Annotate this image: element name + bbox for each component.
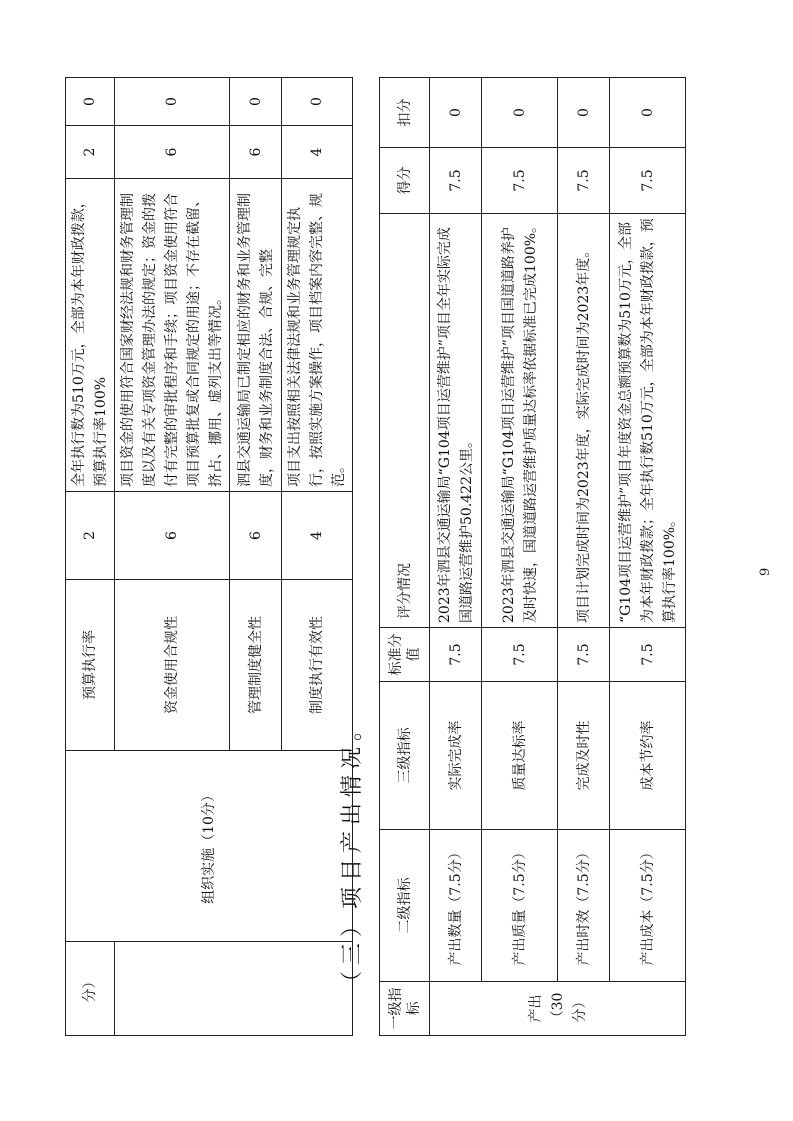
standard-cell: 7.5 bbox=[558, 628, 610, 682]
output-indicator-table bbox=[379, 77, 686, 1036]
standard-cell: 7.5 bbox=[610, 628, 686, 682]
table-row bbox=[558, 78, 610, 1036]
indicator-cell: 资金使用合规性 bbox=[115, 580, 230, 751]
section-heading: （三）项目产出情况。 bbox=[340, 712, 365, 993]
score-cell: 6 bbox=[115, 126, 230, 179]
criteria-cell: 2023年泗县交通运输局“G104项目运营维护”项目国道道路养护及时快速，国道道路运营维护质量达标率依据标准已完成100%。 bbox=[482, 214, 558, 628]
deduct-cell: 0 bbox=[610, 78, 686, 148]
table-row bbox=[610, 78, 686, 1036]
upper-indicator-table bbox=[65, 77, 353, 1036]
deduct-cell: 0 bbox=[282, 78, 353, 126]
criteria-cell: 全年执行数为510万元，全部为本年财政拨款，预算执行率100% bbox=[66, 179, 115, 492]
header-level2: 二级指标 bbox=[380, 830, 430, 982]
deduct-cell: 0 bbox=[115, 78, 230, 126]
criteria-cell: 项目资金的使用符合国家财经法规和财务管理制度以及有关专项资金管理办法的规定；资金的拨付有完整的审批程序和手续；项目资金使用符合项目预算批复或合同规定的用途；不存在截留、挤占、挪用、虚列支出等情况。 bbox=[115, 179, 230, 492]
standard-cell: 7.5 bbox=[482, 628, 558, 682]
level1-cell: 产出（30分） bbox=[430, 982, 686, 1036]
header-score: 得分 bbox=[380, 148, 430, 214]
level2-cell: 产出时效（7.5分） bbox=[558, 830, 610, 982]
score-cell: 2 bbox=[66, 126, 115, 179]
level2-cell: 产出数量（7.5分） bbox=[430, 830, 482, 982]
table-row bbox=[430, 78, 482, 1036]
level2-cell: 产出成本（7.5分） bbox=[610, 830, 686, 982]
header-standard: 标准分值 bbox=[380, 628, 430, 682]
deduct-cell: 0 bbox=[558, 78, 610, 148]
standard-cell: 6 bbox=[115, 492, 230, 580]
continued-level1-cell: 分） bbox=[66, 942, 115, 1036]
table-row bbox=[66, 78, 115, 1036]
level3-cell: 成本节约率 bbox=[610, 682, 686, 830]
page-number: 9 bbox=[758, 567, 773, 576]
indicator-cell: 预算执行率 bbox=[66, 580, 115, 751]
deduct-cell: 0 bbox=[430, 78, 482, 148]
header-level1: 一级指标 bbox=[380, 982, 430, 1036]
standard-cell: 6 bbox=[230, 492, 282, 580]
criteria-cell: 泗县交通运输局已制定相应的财务和业务管理制度，财务和业务制度合法、合规、完整 bbox=[230, 179, 282, 492]
level3-cell: 实际完成率 bbox=[430, 682, 482, 830]
standard-cell: 7.5 bbox=[430, 628, 482, 682]
header-level3: 三级指标 bbox=[380, 682, 430, 830]
level2-cell: 产出质量（7.5分） bbox=[482, 830, 558, 982]
standard-cell: 2 bbox=[66, 492, 115, 580]
deduct-cell: 0 bbox=[66, 78, 115, 126]
score-cell: 7.5 bbox=[558, 148, 610, 214]
level3-cell: 质量达标率 bbox=[482, 682, 558, 830]
criteria-cell: “G104项目运营维护”项目年度资金总额预算数为510万元，全部为本年财政拨款；全年执行数510万元，全部为本年财政拨款，预算执行率100%。 bbox=[610, 214, 686, 628]
score-cell: 4 bbox=[282, 126, 353, 179]
table-row bbox=[482, 78, 558, 1036]
blank-cell bbox=[115, 942, 353, 1036]
header-criteria: 评分情况 bbox=[380, 214, 430, 628]
group-label-cell: 组织实施（10分） bbox=[66, 751, 353, 942]
indicator-cell: 管理制度健全性 bbox=[230, 580, 282, 751]
score-cell: 7.5 bbox=[610, 148, 686, 214]
score-cell: 6 bbox=[230, 126, 282, 179]
deduct-cell: 0 bbox=[230, 78, 282, 126]
indicator-cell: 制度执行有效性 bbox=[282, 580, 353, 751]
criteria-cell: 项目支出按照相关法律法规和业务管理规定执行，按照实施方案操作，项目档案内容完整、规范。 bbox=[282, 179, 353, 492]
score-cell: 7.5 bbox=[482, 148, 558, 214]
deduct-cell: 0 bbox=[482, 78, 558, 148]
level3-cell: 完成及时性 bbox=[558, 682, 610, 830]
score-cell: 7.5 bbox=[430, 148, 482, 214]
standard-cell: 4 bbox=[282, 492, 353, 580]
header-deduct: 扣分 bbox=[380, 78, 430, 148]
criteria-cell: 2023年泗县交通运输局“G104项目运营维护”项目全年实际完成国道路运营维护50.422公里。 bbox=[430, 214, 482, 628]
criteria-cell: 项目计划完成时间为2023年度，实际完成时间为2023年度。 bbox=[558, 214, 610, 628]
header-row bbox=[380, 78, 430, 1036]
